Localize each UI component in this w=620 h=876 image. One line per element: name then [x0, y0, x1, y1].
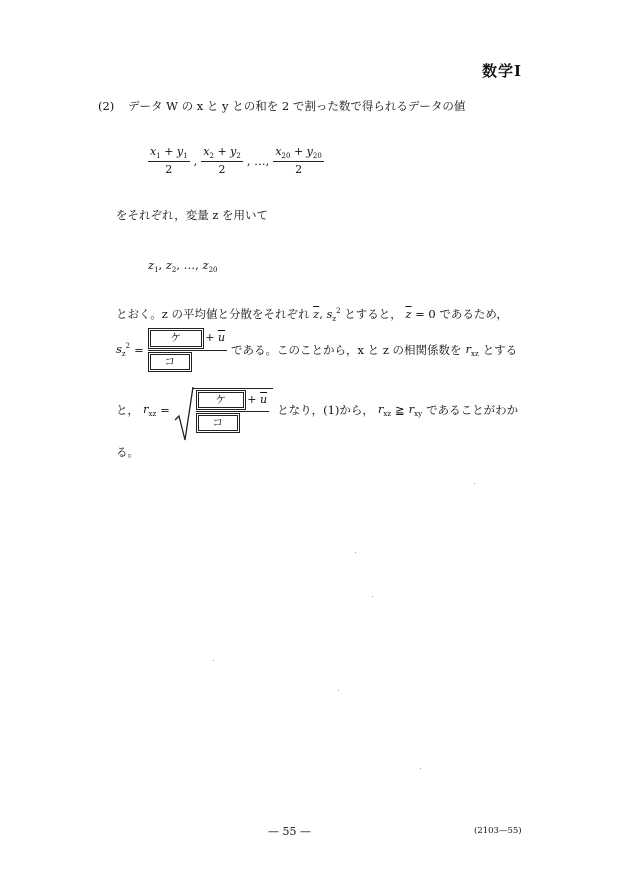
- variance-fraction: $\frac{ケ + \overline{u}}{\text{コ}}$: [148, 330, 227, 370]
- answer-box-ke-sqrt[interactable]: ケ: [198, 392, 244, 408]
- correlation-line: と， $r_{xz}$ = $\frac{ケ + \overline{u}}{\text{コ}}$ となり，(1)から， $r_{xz}$ ≧ $r_{xy}$ であることがわか: [116, 388, 518, 431]
- answer-box-ko[interactable]: コ: [150, 354, 190, 370]
- answer-box-ko-sqrt[interactable]: コ: [198, 415, 238, 431]
- exam-code: (2103—55): [474, 826, 522, 836]
- fraction-2: $\frac{x_2 + y_2}{2}$: [203, 145, 241, 176]
- scan-speck: [372, 596, 373, 597]
- line-end: る。: [116, 445, 139, 459]
- sqrt-sign-icon: [174, 386, 194, 442]
- problem-intro-line: [98, 98, 465, 114]
- scan-speck: [474, 483, 475, 484]
- page-number: — 55 —: [268, 825, 311, 838]
- line-mean-variance: とおく。z の平均値と分散をそれぞれ $\overline{z}$, $s_z^2$ とすると， $\overline{z} = 0$ であるため，: [116, 307, 508, 323]
- z-list: $z_1$, $z_2$, …, $z_{20}$: [148, 258, 218, 274]
- sqrt-expression: [174, 388, 273, 431]
- subject-title: 数学Ⅰ: [481, 62, 522, 80]
- scan-speck: [338, 690, 339, 691]
- ellipsis-separator: , …,: [246, 153, 270, 168]
- sqrt-fraction: $\frac{ケ + \overline{u}}{\text{コ}}$: [196, 392, 269, 431]
- z-bar: $\overline{z}$: [313, 307, 320, 321]
- fraction-1: $\frac{x_1 + y_1}{2}$: [150, 145, 188, 176]
- scan-speck: [420, 768, 421, 769]
- problem-number: (2): [98, 99, 115, 113]
- fraction-list: [148, 145, 324, 176]
- answer-box-ke[interactable]: ケ: [150, 330, 202, 347]
- variance-equation-line: $s_z^2$ = $\frac{ケ + \overline{u}}{\text{コ}}$ である。このことから，x と z の相関係数を $r_{xz}$ とする: [116, 331, 518, 368]
- problem-intro-text: データ W の x と y との和を 2 で割った数で得られるデータの値: [127, 99, 466, 113]
- scan-speck: [213, 660, 214, 661]
- separator: ,: [193, 153, 198, 168]
- scan-speck: [355, 552, 356, 553]
- line-variable-z: をそれぞれ，変量 z を用いて: [116, 208, 269, 222]
- fraction-3: $\frac{x_{20} + y_{20}}{2}$: [275, 145, 322, 176]
